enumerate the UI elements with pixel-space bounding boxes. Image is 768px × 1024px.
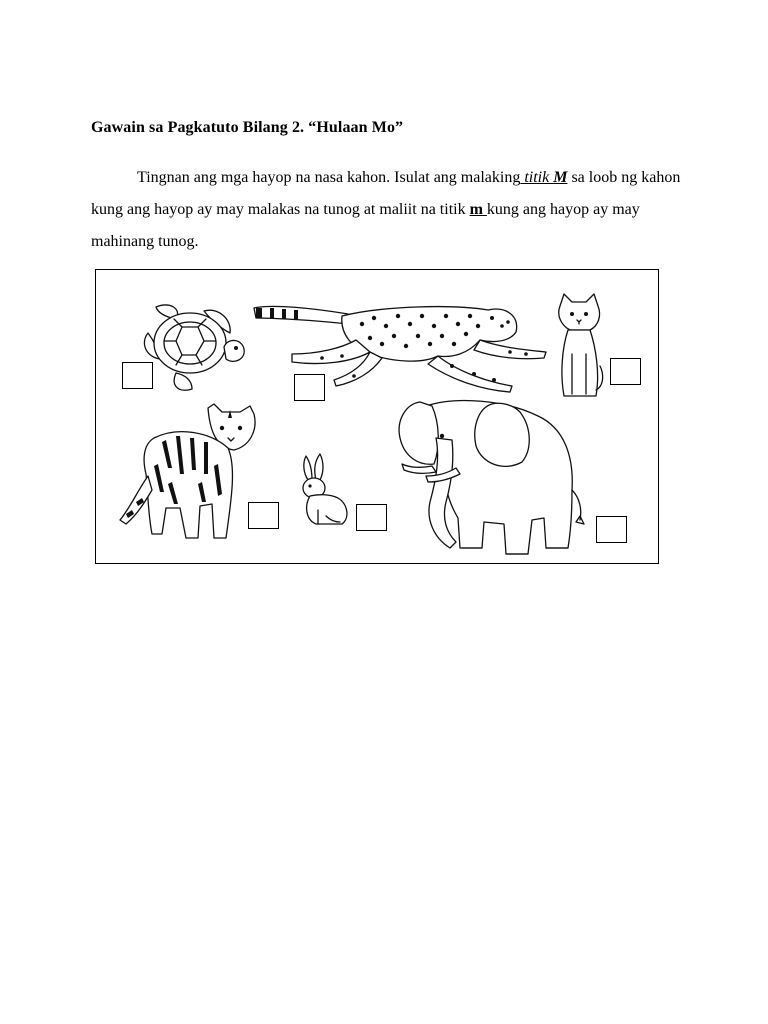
instructions-part1: Tingnan ang mga hayop na nasa kahon. Isulat ang malaking <box>137 169 521 186</box>
activity-title: Gawain sa Pagkatuto Bilang 2. “Hulaan Mo” <box>91 119 404 136</box>
rabbit-answer-box[interactable] <box>356 504 387 531</box>
elephant-answer-box[interactable] <box>596 516 627 543</box>
titik-word: titik <box>520 169 554 186</box>
animals-frame <box>95 269 659 564</box>
big-letter-m: M <box>553 169 568 186</box>
cat-icon <box>556 294 604 402</box>
elephant-icon <box>396 398 588 558</box>
instructions-paragraph <box>91 162 681 258</box>
small-letter-m: m <box>469 201 487 218</box>
turtle-answer-box[interactable] <box>122 362 153 389</box>
cat-answer-box[interactable] <box>610 358 641 385</box>
instructions-part3: kung ang hayop ay may mahinang tunog. <box>91 201 640 250</box>
tiger-answer-box[interactable] <box>248 502 279 529</box>
cheetah-answer-box[interactable] <box>294 374 325 401</box>
rabbit-icon <box>296 454 352 526</box>
turtle-icon <box>142 303 248 393</box>
instructions-part2: sa loob ng kahon kung ang hayop ay may malakas na tunog at maliit na titik <box>91 169 681 218</box>
tiger-icon <box>118 404 268 544</box>
